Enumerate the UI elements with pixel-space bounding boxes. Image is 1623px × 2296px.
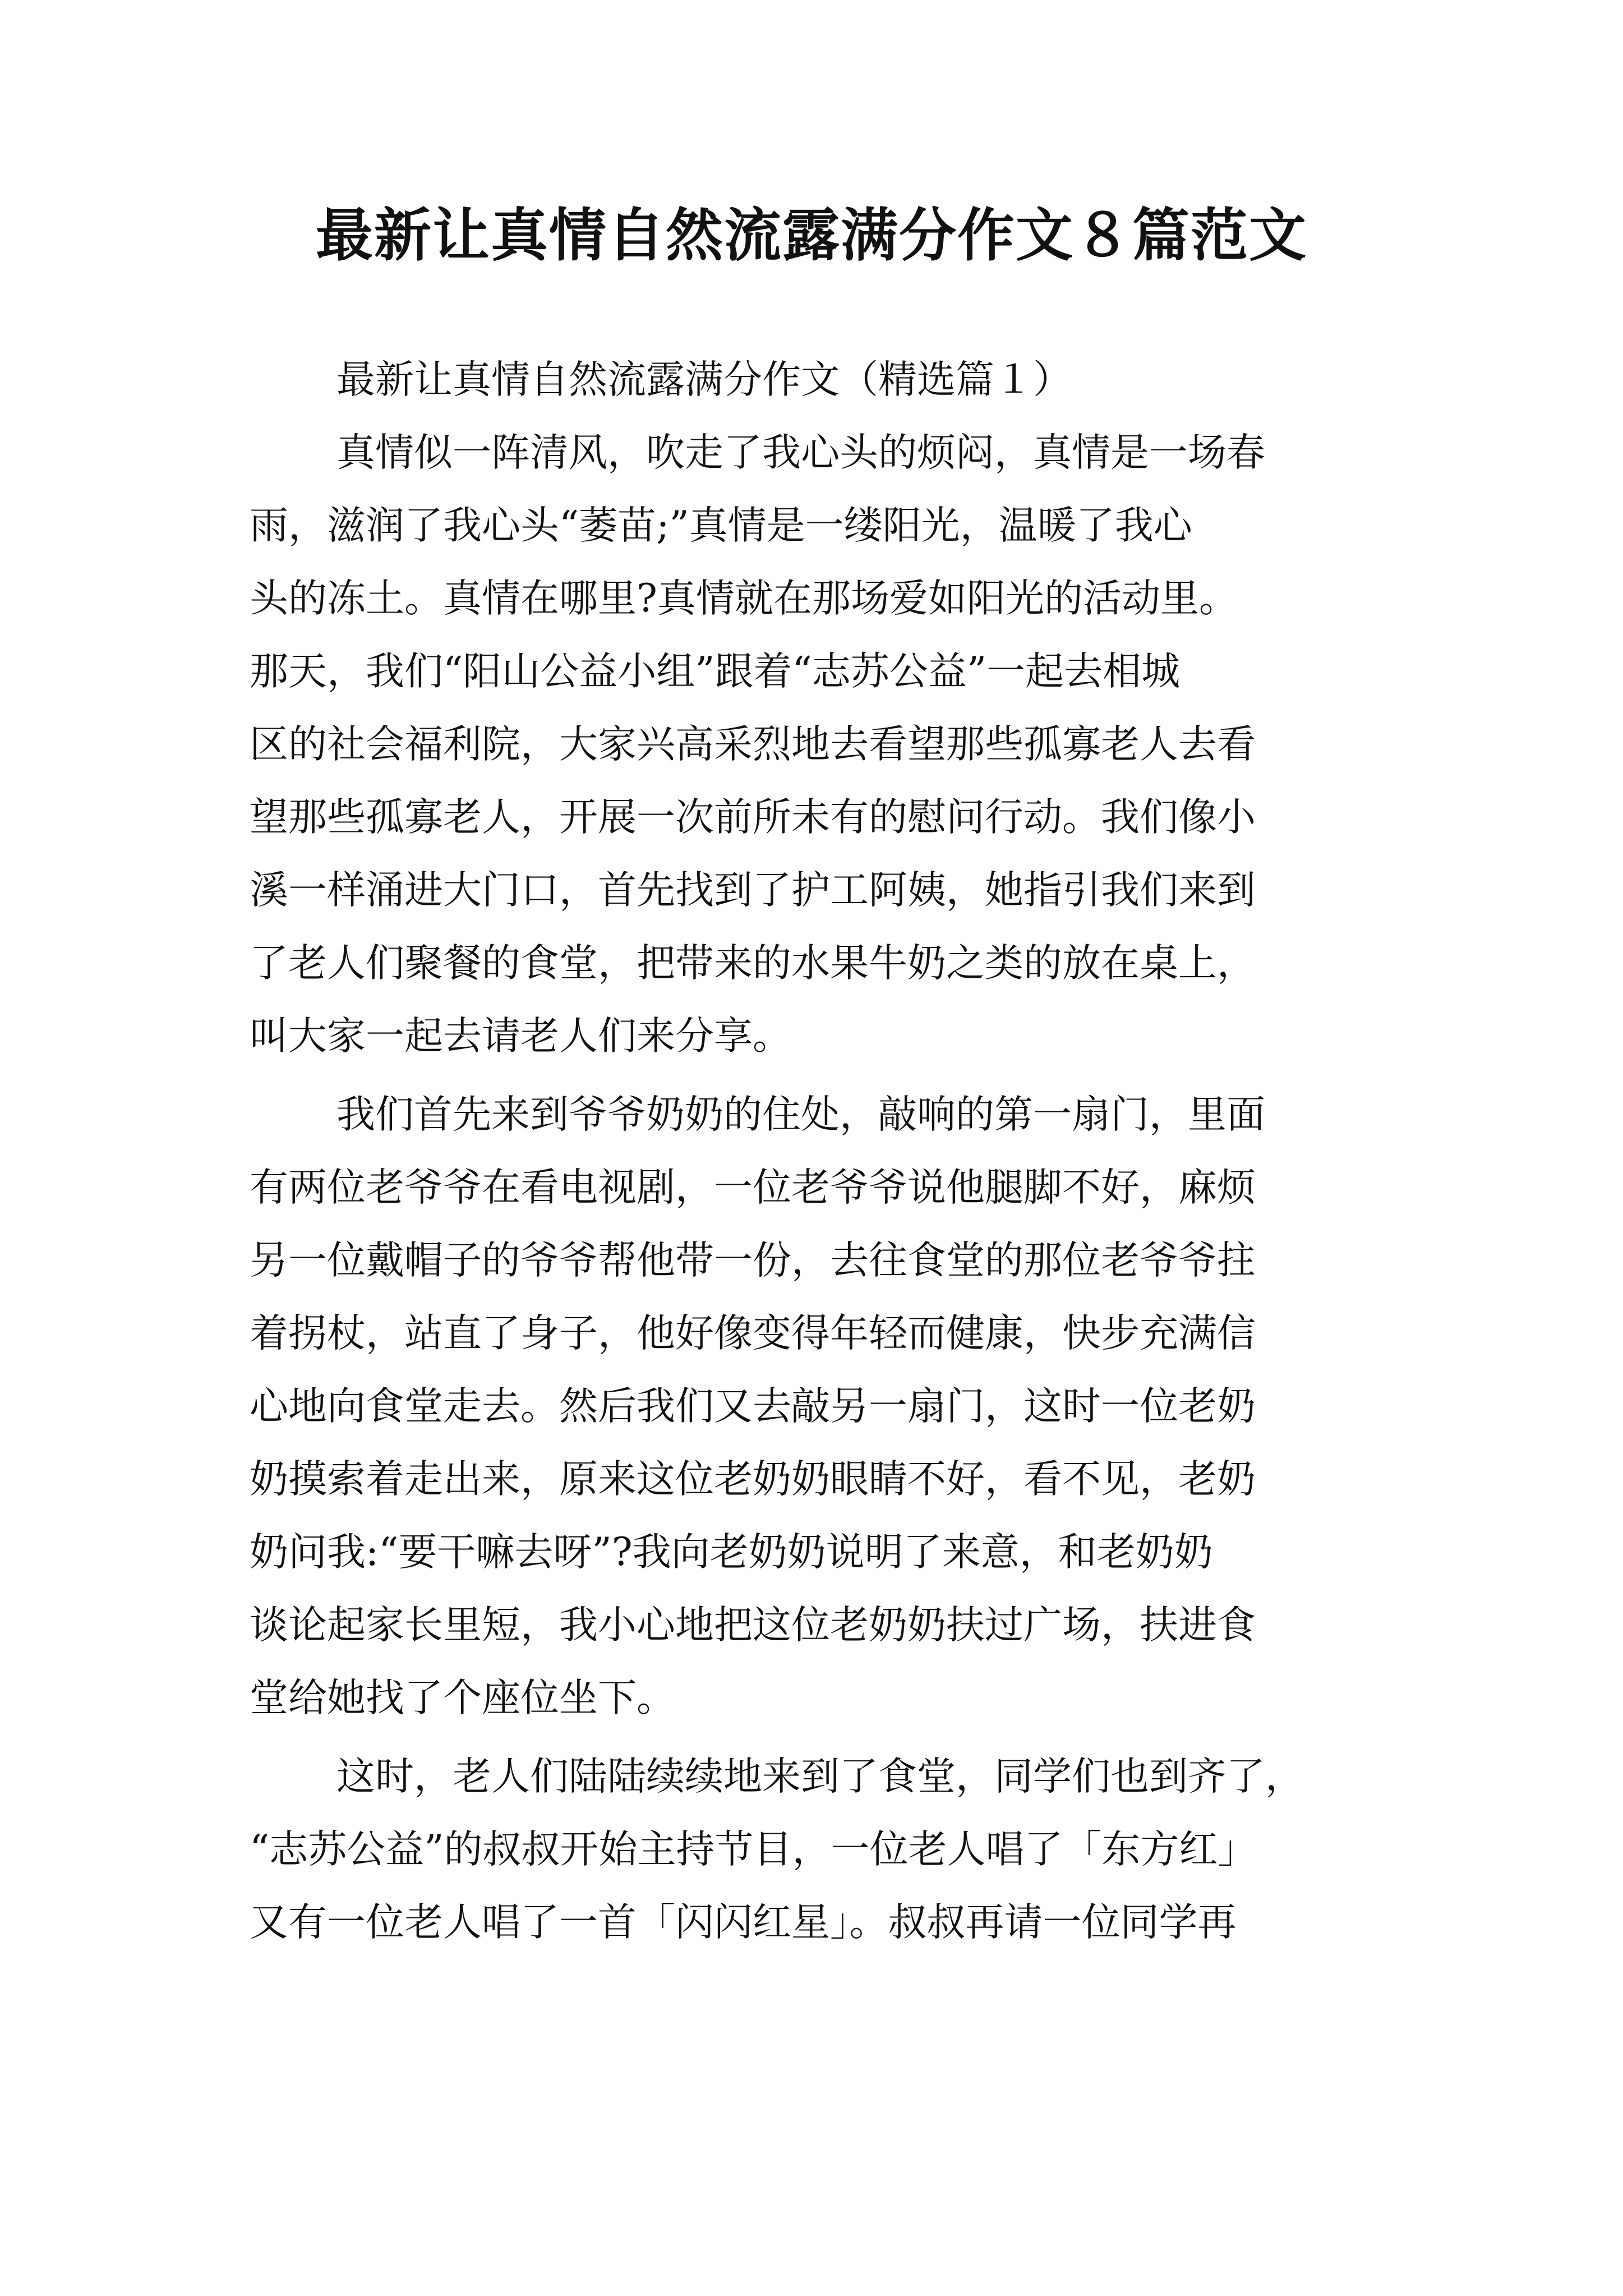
text-line: 心地向食堂走去。然后我们又去敲另一扇门，这时一位老奶 (250, 1384, 1256, 1429)
text-line: 真情似一阵清风，吹走了我心头的烦闷，真情是一场春 (336, 430, 1265, 475)
text-line: 区的社会福利院，大家兴高采烈地去看望那些孤寡老人去看 (250, 722, 1256, 767)
text-line: 我们首先来到爷爷奶奶的住处，敲响的第一扇门，里面 (336, 1092, 1265, 1137)
text-line: 叫大家一起去请老人们来分享。 (250, 1014, 791, 1059)
paragraph-3 (250, 1740, 1374, 1959)
text-line: 望那些孤寡老人，开展一次前所未有的慰问行动。我们像小 (250, 795, 1256, 840)
text-line: 有两位老爷爷在看电视剧，一位老爷爷说他腿脚不好，麻烦 (250, 1165, 1256, 1210)
text-line: 另一位戴帽子的爷爷帮他带一份，去往食堂的那位老爷爷拄 (250, 1238, 1256, 1283)
paragraph-2 (250, 1078, 1374, 1734)
text-line: 这时，老人们陆陆续续地来到了食堂，同学们也到齐了， (336, 1754, 1304, 1799)
text-line: 谈论起家长里短，我小心地把这位老奶奶扶过广场，扶进食 (250, 1603, 1256, 1648)
section-subtitle: 最新让真情自然流露满分作文（精选篇１） (336, 357, 1072, 402)
text-line: 那天，我们“阳山公益小组”跟着“志苏公益”一起去相城 (250, 649, 1181, 694)
text-line: 奶摸索着走出来，原来这位老奶奶眼睛不好，看不见，老奶 (250, 1457, 1256, 1502)
document-body (250, 343, 1374, 1959)
page-title: 最新让真情自然流露满分作文８篇范文 (316, 202, 1307, 269)
text-line: 奶问我:“要干嘛去呀”?我向老奶奶说明了来意，和老奶奶 (250, 1530, 1213, 1575)
text-line: 又有一位老人唱了一首「闪闪红星」。叔叔再请一位同学再 (250, 1900, 1237, 1945)
text-line: “志苏公益”的叔叔开始主持节目，一位老人唱了「东方红」 (250, 1827, 1257, 1872)
text-line: 着拐杖，站直了身子，他好像变得年轻而健康，快步充满信 (250, 1311, 1256, 1356)
paragraph-1 (250, 416, 1374, 1073)
text-line: 雨，滋润了我心头“萎苗;”真情是一缕阳光，温暖了我心 (250, 503, 1192, 548)
text-line: 溪一样涌进大门口，首先找到了护工阿姨，她指引我们来到 (250, 868, 1256, 913)
text-line: 头的冻土。真情在哪里?真情就在那场爱如阳光的活动里。 (250, 576, 1238, 621)
text-line: 了老人们聚餐的食堂，把带来的水果牛奶之类的放在桌上， (250, 941, 1256, 986)
text-line: 堂给她找了个座位坐下。 (250, 1676, 675, 1720)
